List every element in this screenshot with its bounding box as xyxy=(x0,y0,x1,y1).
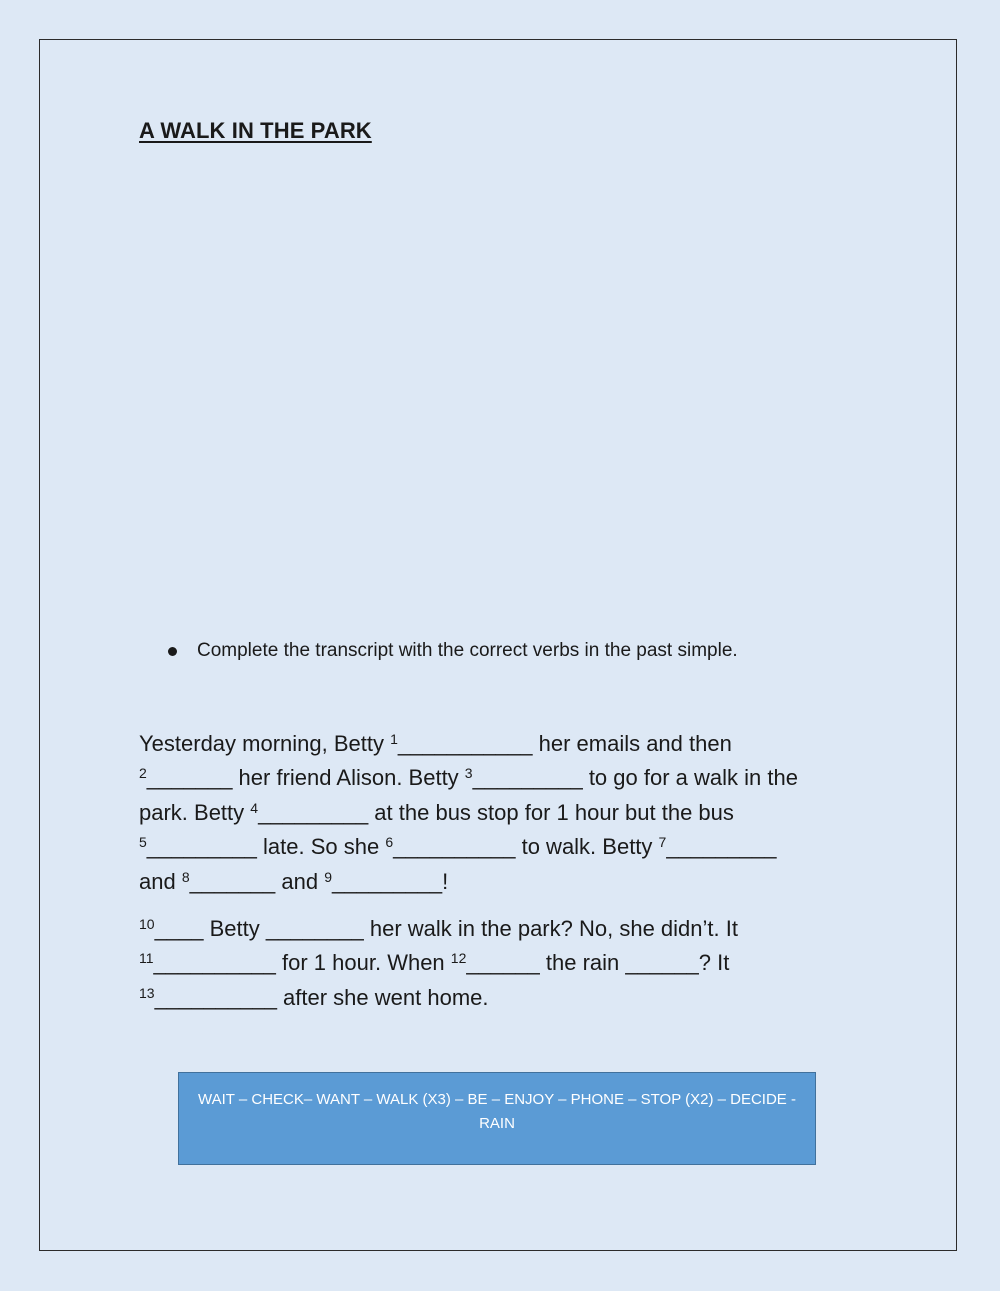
text-segment: __________ after she went home. xyxy=(154,984,489,1010)
text-segment: ______ the rain ______? It xyxy=(466,950,730,976)
bullet-icon xyxy=(168,647,177,656)
word-bank-text: WAIT – CHECK– WANT – WALK (X3) – BE – ENJOY – PHONE – STOP (X2) – DECIDE - RAIN xyxy=(198,1091,796,1132)
text-segment: __________ to walk. Betty xyxy=(393,834,659,860)
instruction-item xyxy=(168,640,738,662)
text-segment: _________ late. So she xyxy=(146,834,386,860)
text-segment: and xyxy=(139,868,182,894)
page-title: A WALK IN THE PARK xyxy=(139,118,372,143)
gap-number: 6 xyxy=(385,834,394,851)
text-segment: _______ and xyxy=(189,868,325,894)
passage-line xyxy=(139,981,879,1015)
instruction-text: Complete the transcript with the correct verbs in the past simple. xyxy=(197,640,738,661)
gap-number: 3 xyxy=(464,765,473,782)
gap-number: 10 xyxy=(139,916,155,932)
passage-paragraph-1 xyxy=(139,727,879,899)
passage-line xyxy=(139,830,879,864)
gap-number: 12 xyxy=(450,950,467,967)
word-bank-box xyxy=(178,1072,816,1165)
text-segment: _________ xyxy=(666,834,777,860)
text-segment: _________ to go for a walk in the xyxy=(472,765,798,791)
text-segment: ___________ her emails and then xyxy=(397,731,732,756)
gap-number: 11 xyxy=(139,950,154,967)
gap-number: 13 xyxy=(139,984,155,1001)
gap-number: 7 xyxy=(658,834,667,851)
text-segment: Yesterday morning, Betty xyxy=(139,731,391,756)
passage-line xyxy=(139,912,879,946)
passage-line xyxy=(139,727,879,761)
passage-line xyxy=(139,796,879,830)
text-segment: park. Betty xyxy=(139,799,251,825)
passage-line xyxy=(139,865,879,899)
text-segment: _________! xyxy=(332,868,449,894)
gap-number: 8 xyxy=(181,868,190,885)
text-segment: _________ at the bus stop for 1 hour but the bus xyxy=(258,799,734,825)
gap-number: 1 xyxy=(390,731,398,747)
text-segment: ____ Betty ________ her walk in the park? No, she didn’t. It xyxy=(154,916,738,941)
gap-number: 4 xyxy=(250,799,259,816)
text-segment: _______ her friend Alison. Betty xyxy=(146,765,465,791)
passage-line xyxy=(139,761,879,795)
text-segment: __________ for 1 hour. When xyxy=(153,950,451,976)
passage-line xyxy=(139,946,879,980)
gap-number: 5 xyxy=(139,834,147,851)
gap-number: 2 xyxy=(139,765,147,782)
gap-number: 9 xyxy=(324,868,332,885)
passage-paragraph-2 xyxy=(139,912,879,1015)
